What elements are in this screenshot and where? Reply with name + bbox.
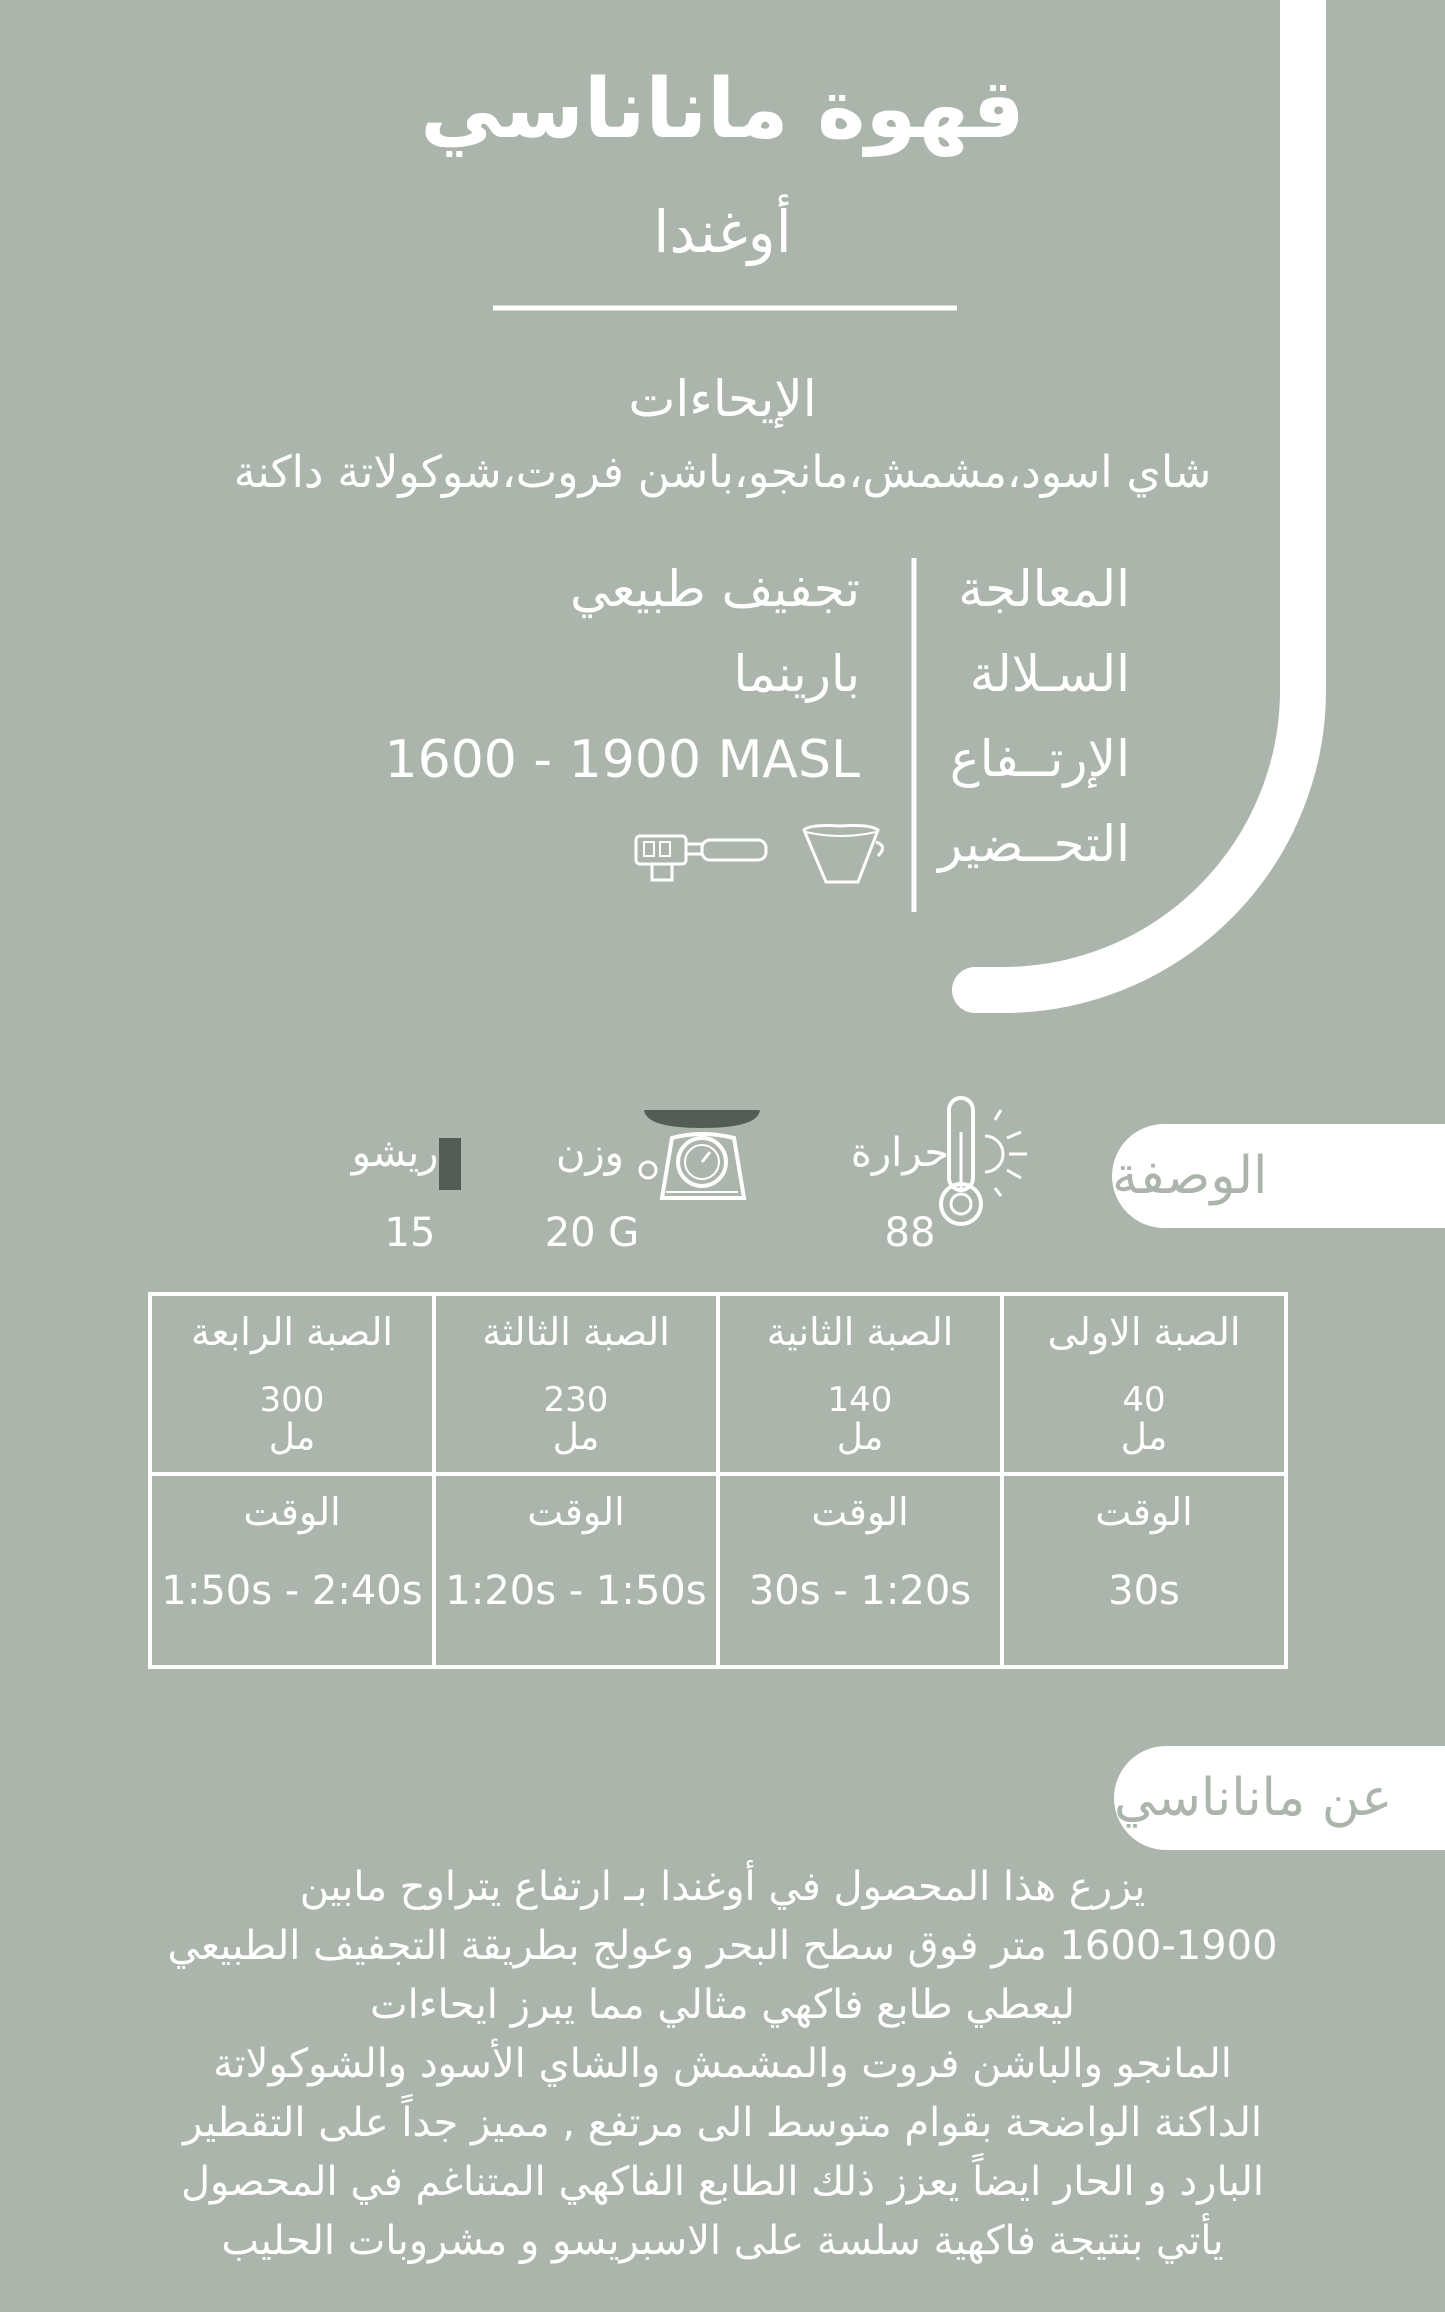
time-cell-4 [150, 1474, 434, 1667]
time-cell-2 [718, 1474, 1002, 1667]
time-value: 30s - 1:20s [748, 1568, 972, 1614]
time-value: 1:20s - 1:50s [445, 1568, 707, 1614]
pour-cell-1 [1002, 1294, 1286, 1474]
about-title: عن ماناناسي [1114, 1768, 1393, 1828]
pour-unit: مل [268, 1417, 316, 1458]
time-value: 1:50s - 2:40s [161, 1568, 423, 1614]
pour-cell-2 [718, 1294, 1002, 1474]
pour-name: الصبة الثالثة [482, 1310, 670, 1354]
time-cell-1 [1002, 1474, 1286, 1667]
spec-value-altitude: 1600 - 1900 MASL [384, 730, 860, 790]
spec-label-preparation: التحــضير [938, 815, 1130, 873]
about-line: البارد و الحار ايضاً يعزز ذلك الطابع الفاكهي المتناغم في المحصول [180, 2159, 1265, 2205]
pours-table [148, 1292, 1288, 1669]
about-line: الداكنة الواضحة بقوام متوسط الى مرتفع , مميز جداً على التقطير [182, 2100, 1263, 2146]
time-label: الوقت [527, 1490, 625, 1534]
espresso-portafilter-icon [632, 830, 772, 890]
about-line: ليعطي طابع فاكهي مثالي مما يبرز ايحاءات [370, 1982, 1075, 2028]
weight-value: 20 G [544, 1210, 640, 1256]
time-label: الوقت [1095, 1490, 1193, 1534]
decorative-frame [0, 0, 1445, 1100]
time-label: الوقت [811, 1490, 909, 1534]
pour-over-dripper-icon [800, 820, 885, 888]
page-title: قهوة ماناناسي [420, 62, 1025, 157]
spec-label-process: المعالجة [958, 560, 1130, 618]
spec-label-altitude: الإرتــفاع [949, 730, 1130, 788]
about-tab [1114, 1746, 1445, 1850]
about-line: يزرع هذا المحصول في أوغندا بـ ارتفاع يتراوح مابين [299, 1864, 1146, 1910]
pour-cell-3 [434, 1294, 718, 1474]
pour-unit: مل [836, 1417, 884, 1458]
grind-value: 15 [384, 1210, 436, 1256]
temperature-value: 88 [884, 1210, 936, 1256]
time-label: الوقت [243, 1490, 341, 1534]
pour-name: الصبة الرابعة [191, 1310, 393, 1354]
pour-amount: 300 [259, 1380, 325, 1420]
pour-amount: 140 [827, 1380, 893, 1420]
recipe-tab [1112, 1124, 1445, 1228]
about-line: 1600-1900 متر فوق سطح البحر وعولج بطريقة التجفيف الطبيعي [167, 1923, 1278, 1969]
pour-name: الصبة الثانية [766, 1310, 954, 1354]
time-value: 30s [1108, 1568, 1180, 1614]
spec-value-variety: بارينما [733, 645, 860, 703]
tasting-notes: شاي اسود،مشمش،مانجو،باشن فروت،شوكولاتة داكنة [233, 447, 1212, 498]
time-cell-3 [434, 1474, 718, 1667]
spec-label-variety: السـلالة [969, 645, 1130, 703]
tasting-notes-heading: الإيحاءات [628, 370, 817, 428]
pour-amount: 230 [543, 1380, 609, 1420]
pour-amount: 40 [1122, 1380, 1166, 1420]
about-line: يأتي بنتيجة فاكهية سلسة على الاسبريسو و مشروبات الحليب [221, 2218, 1224, 2264]
pour-cell-4 [150, 1294, 434, 1474]
pour-name: الصبة الاولى [1047, 1310, 1241, 1354]
about-line: المانجو والباشن فروت والمشمش والشاي الأسود والشوكولاتة [213, 2041, 1232, 2087]
spec-value-process: تجفيف طبيعي [570, 560, 860, 618]
pour-unit: مل [1120, 1417, 1168, 1458]
grind-label: ريشو [351, 1130, 439, 1176]
origin-country: أوغندا [653, 198, 792, 266]
weight-label: وزن [555, 1130, 624, 1176]
temperature-label: حرارة [850, 1130, 950, 1176]
pour-unit: مل [552, 1417, 600, 1458]
recipe-title: الوصفة [1112, 1146, 1268, 1206]
